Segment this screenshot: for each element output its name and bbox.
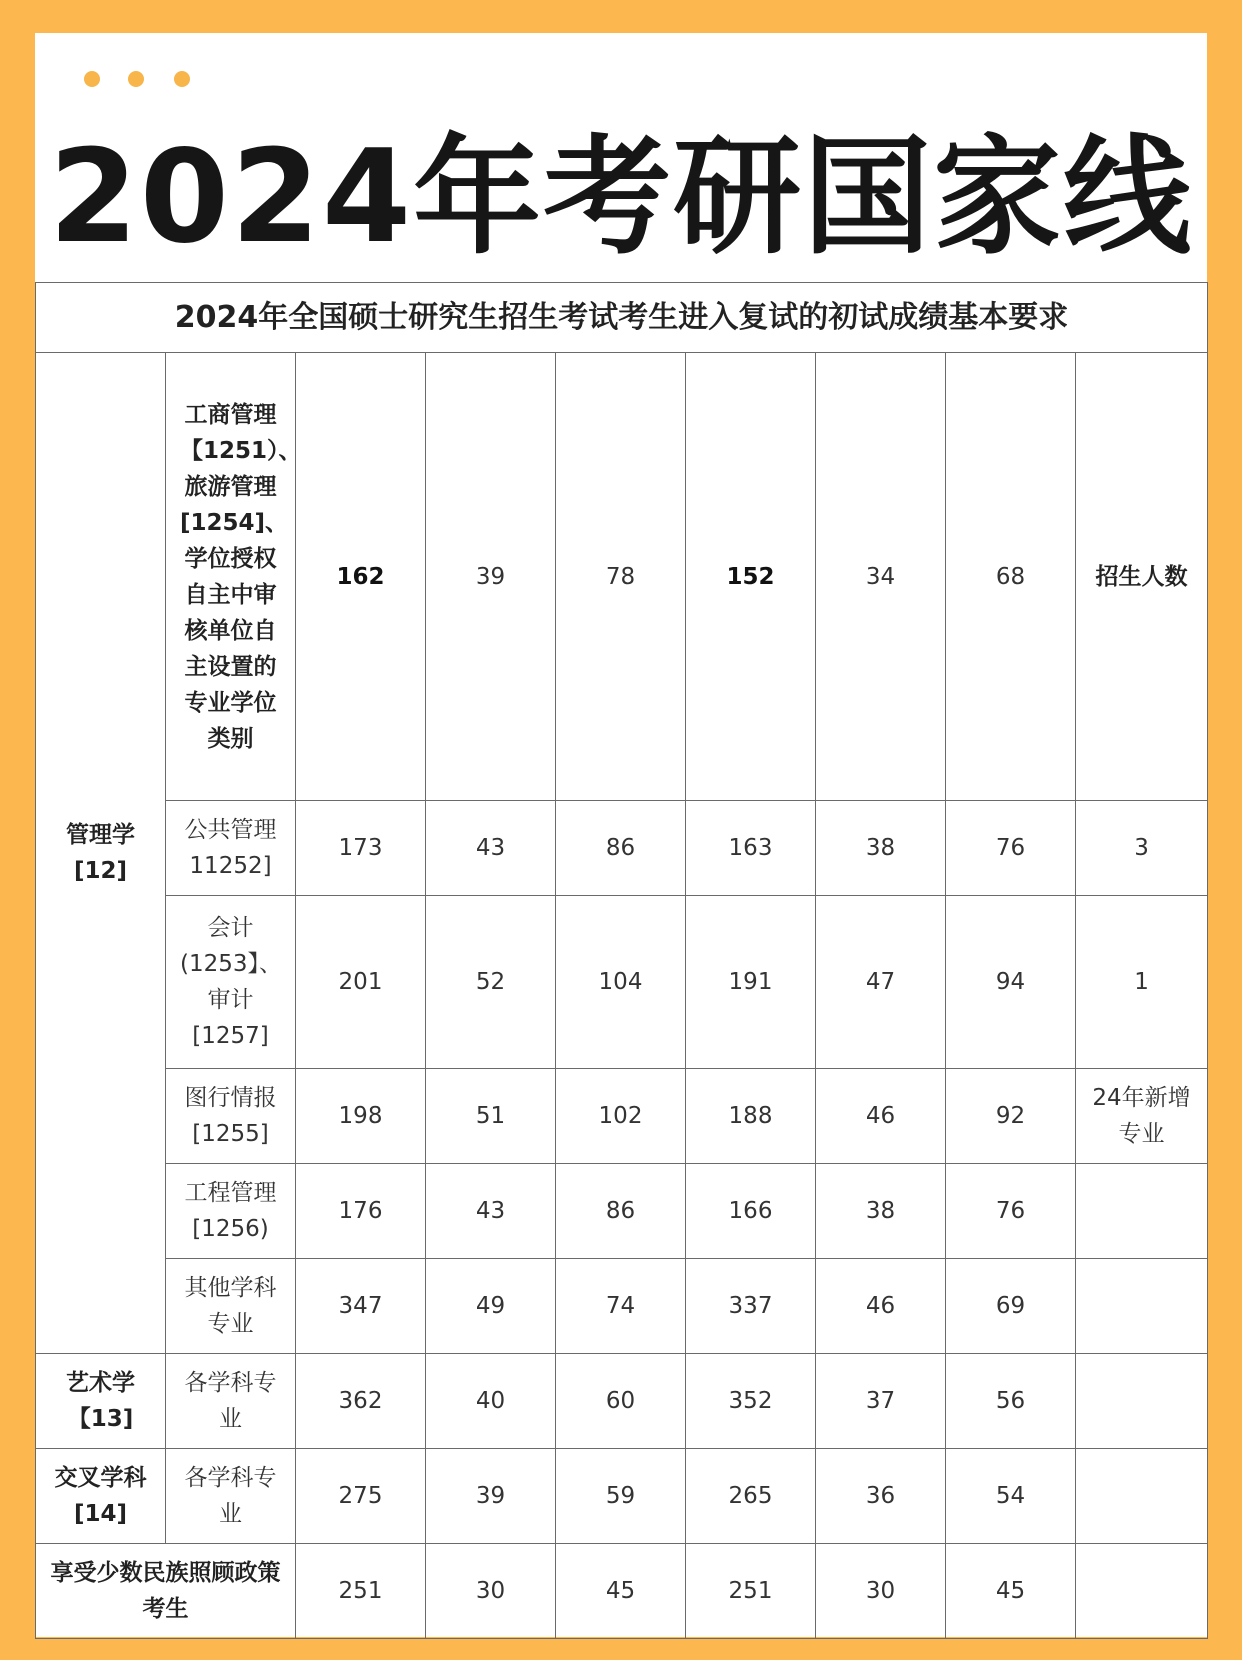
table-caption-row	[36, 283, 1208, 353]
table-row	[36, 1449, 1208, 1544]
table-row	[36, 353, 1208, 801]
score-cell: 176	[296, 1164, 426, 1259]
major-cell: 各学科专业	[166, 1449, 296, 1544]
score-cell: 49	[426, 1259, 556, 1354]
score-cell: 51	[426, 1069, 556, 1164]
score-cell: 59	[556, 1449, 686, 1544]
dot-icon	[128, 71, 144, 87]
score-cell: 47	[816, 896, 946, 1069]
score-cell: 86	[556, 801, 686, 896]
major-cell: 公共管理11252]	[166, 801, 296, 896]
score-cell: 39	[426, 1449, 556, 1544]
major-cell: 各学科专业	[166, 1354, 296, 1449]
score-cell: 45	[946, 1544, 1076, 1639]
score-cell: 251	[296, 1544, 426, 1639]
note-cell	[1076, 1164, 1208, 1259]
score-cell: 56	[946, 1354, 1076, 1449]
major-cell: 其他学科专业	[166, 1259, 296, 1354]
score-cell: 40	[426, 1354, 556, 1449]
score-cell: 162	[296, 353, 426, 801]
major-cell: 会计(1253】、审计[1257]	[166, 896, 296, 1069]
table-caption: 2024年全国硕士研究生招生考试考生进入复试的初试成绩基本要求	[36, 283, 1208, 353]
content-card	[35, 33, 1207, 1637]
major-cell: 工商管理【1251）、旅游管理[1254]、 学位授权自主中审核单位自主设置的专业学位类别	[166, 353, 296, 801]
score-cell: 45	[556, 1544, 686, 1639]
score-cell: 102	[556, 1069, 686, 1164]
category-cell: 管理学[12]	[36, 353, 166, 1354]
score-cell: 36	[816, 1449, 946, 1544]
table-row	[36, 1544, 1208, 1639]
score-cell: 201	[296, 896, 426, 1069]
score-cell: 30	[816, 1544, 946, 1639]
table-row	[36, 1069, 1208, 1164]
score-cell: 69	[946, 1259, 1076, 1354]
score-cell: 251	[686, 1544, 816, 1639]
table-row	[36, 1354, 1208, 1449]
score-cell: 60	[556, 1354, 686, 1449]
table-row	[36, 801, 1208, 896]
dot-icon	[84, 71, 100, 87]
score-cell: 34	[816, 353, 946, 801]
score-cell: 92	[946, 1069, 1076, 1164]
note-cell: 3	[1076, 801, 1208, 896]
score-cell: 347	[296, 1259, 426, 1354]
score-cell: 74	[556, 1259, 686, 1354]
score-cell: 54	[946, 1449, 1076, 1544]
major-cell: 图行情报[1255]	[166, 1069, 296, 1164]
note-cell	[1076, 1544, 1208, 1639]
category-cell: 交叉学科[14]	[36, 1449, 166, 1544]
note-cell: 24年新增专业	[1076, 1069, 1208, 1164]
table-row	[36, 1164, 1208, 1259]
category-cell: 享受少数民族照顾政策考生	[36, 1544, 296, 1639]
score-cell: 337	[686, 1259, 816, 1354]
score-cell: 163	[686, 801, 816, 896]
score-cell: 30	[426, 1544, 556, 1639]
page-title: 2024年考研国家线	[48, 123, 1194, 272]
note-cell	[1076, 1354, 1208, 1449]
score-cell: 43	[426, 1164, 556, 1259]
category-cell: 艺术学【13]	[36, 1354, 166, 1449]
dot-icon	[174, 71, 190, 87]
note-cell: 1	[1076, 896, 1208, 1069]
score-table	[35, 282, 1208, 1639]
score-cell: 38	[816, 801, 946, 896]
note-cell	[1076, 1259, 1208, 1354]
score-cell: 191	[686, 896, 816, 1069]
score-cell: 86	[556, 1164, 686, 1259]
score-cell: 104	[556, 896, 686, 1069]
score-cell: 78	[556, 353, 686, 801]
score-cell: 46	[816, 1069, 946, 1164]
score-cell: 188	[686, 1069, 816, 1164]
score-cell: 76	[946, 1164, 1076, 1259]
score-cell: 43	[426, 801, 556, 896]
score-cell: 173	[296, 801, 426, 896]
table-row	[36, 896, 1208, 1069]
score-cell: 39	[426, 353, 556, 801]
score-cell: 198	[296, 1069, 426, 1164]
score-cell: 52	[426, 896, 556, 1069]
score-cell: 94	[946, 896, 1076, 1069]
major-cell: 工程管理[1256)	[166, 1164, 296, 1259]
score-cell: 352	[686, 1354, 816, 1449]
score-cell: 166	[686, 1164, 816, 1259]
score-cell: 37	[816, 1354, 946, 1449]
score-cell: 68	[946, 353, 1076, 801]
score-cell: 46	[816, 1259, 946, 1354]
score-cell: 38	[816, 1164, 946, 1259]
score-cell: 362	[296, 1354, 426, 1449]
score-cell: 265	[686, 1449, 816, 1544]
note-cell	[1076, 1449, 1208, 1544]
note-cell: 招生人数	[1076, 353, 1208, 801]
score-cell: 76	[946, 801, 1076, 896]
table-row	[36, 1259, 1208, 1354]
score-cell: 152	[686, 353, 816, 801]
score-cell: 275	[296, 1449, 426, 1544]
